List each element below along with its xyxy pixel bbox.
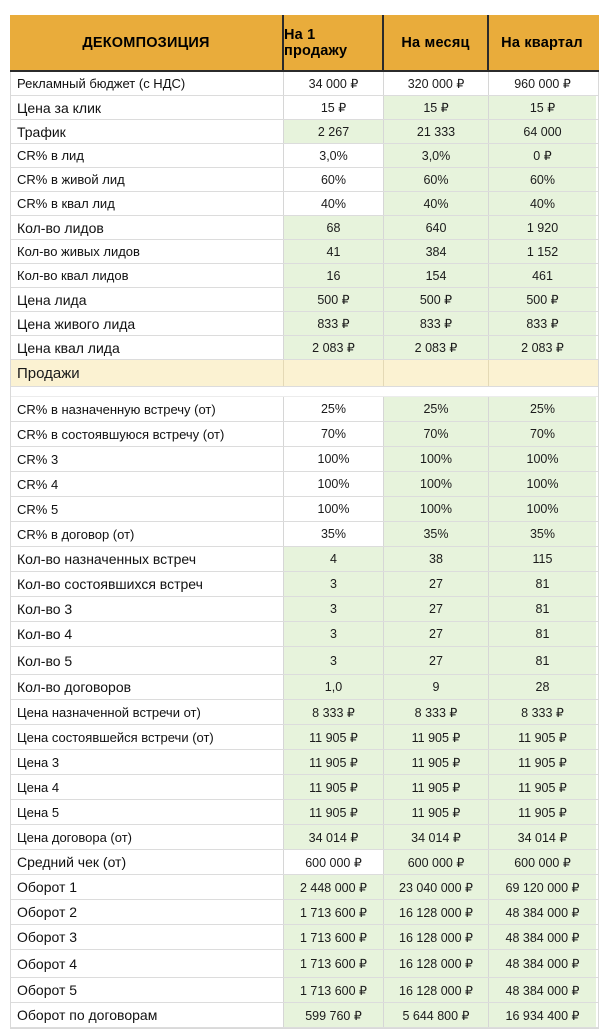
value-cell[interactable]: 833 ₽ — [488, 312, 596, 335]
table-row — [11, 572, 598, 597]
row-label-cell[interactable]: Оборот по договорам — [11, 1003, 283, 1027]
value-cell[interactable]: 1 713 600 ₽ — [283, 900, 383, 924]
row-label-cell[interactable]: CR% 5 — [11, 497, 283, 521]
value-cell[interactable]: 81 — [488, 647, 596, 674]
value-cell[interactable]: 1 713 600 ₽ — [283, 925, 383, 949]
value-cell[interactable]: 60% — [383, 168, 488, 191]
table-row — [11, 120, 598, 144]
value-cell[interactable]: 16 128 000 ₽ — [383, 900, 488, 924]
table-row — [11, 850, 598, 875]
value-cell[interactable]: 41 — [283, 240, 383, 263]
value-cell[interactable]: 1 713 600 ₽ — [283, 950, 383, 977]
value-cell[interactable]: 4 — [283, 547, 383, 571]
table-row — [11, 422, 598, 447]
value-cell[interactable]: 11 905 ₽ — [488, 750, 596, 774]
table-row — [11, 312, 598, 336]
value-cell[interactable]: 11 905 ₽ — [283, 750, 383, 774]
value-cell[interactable]: 100% — [383, 497, 488, 521]
value-cell[interactable]: 15 ₽ — [488, 96, 596, 119]
row-label-cell[interactable]: CR% в живой лид — [11, 168, 283, 191]
value-cell[interactable]: 0 ₽ — [488, 144, 596, 167]
value-cell[interactable]: 154 — [383, 264, 488, 287]
table-body — [11, 72, 598, 1028]
value-cell[interactable]: 35% — [383, 522, 488, 546]
row-label-cell[interactable]: Цена договора (от) — [11, 825, 283, 849]
table-row — [11, 547, 598, 572]
decomposition-table — [10, 15, 599, 1029]
value-cell[interactable]: 600 000 ₽ — [383, 850, 488, 874]
value-cell[interactable]: 38 — [383, 547, 488, 571]
column-header-per-quarter[interactable]: На квартал — [487, 15, 595, 70]
value-cell[interactable]: 28 — [488, 675, 596, 699]
value-cell[interactable]: 81 — [488, 572, 596, 596]
value-cell[interactable]: 15 ₽ — [283, 96, 383, 119]
value-cell[interactable]: 100% — [488, 497, 596, 521]
value-cell[interactable]: 640 — [383, 216, 488, 239]
row-label-cell[interactable]: Оборот 2 — [11, 900, 283, 924]
row-label-cell[interactable]: Цена состоявшейся встречи (от) — [11, 725, 283, 749]
value-cell[interactable]: 100% — [283, 447, 383, 471]
value-cell[interactable]: 64 000 — [488, 120, 596, 143]
value-cell[interactable]: 68 — [283, 216, 383, 239]
row-label-cell[interactable]: Цена живого лида — [11, 312, 283, 335]
value-cell[interactable]: 11 905 ₽ — [383, 800, 488, 824]
value-cell[interactable]: 833 ₽ — [383, 312, 488, 335]
table-row — [11, 240, 598, 264]
value-cell[interactable]: 34 014 ₽ — [488, 825, 596, 849]
row-label-cell[interactable]: Цена 4 — [11, 775, 283, 799]
value-cell[interactable]: 1 713 600 ₽ — [283, 978, 383, 1002]
value-cell[interactable]: 23 040 000 ₽ — [383, 875, 488, 899]
row-label-cell[interactable]: Кол-во назначенных встреч — [11, 547, 283, 571]
value-cell[interactable]: 500 ₽ — [488, 288, 596, 311]
table-row — [11, 497, 598, 522]
value-cell[interactable]: 60% — [488, 168, 596, 191]
value-cell[interactable]: 48 384 000 ₽ — [488, 950, 596, 977]
table-row — [11, 264, 598, 288]
value-cell[interactable]: 8 333 ₽ — [488, 700, 596, 724]
table-row — [11, 288, 598, 312]
value-cell[interactable]: 2 267 — [283, 120, 383, 143]
value-cell[interactable]: 115 — [488, 547, 596, 571]
table-row — [11, 925, 598, 950]
table-row — [11, 192, 598, 216]
row-label-cell[interactable]: Цена за клик — [11, 96, 283, 119]
value-cell[interactable]: 69 120 000 ₽ — [488, 875, 596, 899]
row-label-cell[interactable]: Кол-во договоров — [11, 675, 283, 699]
value-cell[interactable]: 81 — [488, 622, 596, 646]
value-cell[interactable]: 27 — [383, 622, 488, 646]
value-cell[interactable]: 60% — [283, 168, 383, 191]
value-cell[interactable]: 600 000 ₽ — [488, 850, 596, 874]
table-row — [11, 1003, 598, 1028]
value-cell[interactable]: 3 — [283, 622, 383, 646]
value-cell[interactable]: 2 448 000 ₽ — [283, 875, 383, 899]
row-label-cell[interactable]: Цена 3 — [11, 750, 283, 774]
row-label-cell[interactable]: Кол-во 5 — [11, 647, 283, 674]
value-cell[interactable]: 384 — [383, 240, 488, 263]
table-row — [11, 397, 598, 422]
row-label-cell[interactable]: Кол-во 4 — [11, 622, 283, 646]
table-row — [11, 900, 598, 925]
row-label-cell[interactable]: Цена квал лида — [11, 336, 283, 359]
table-row — [11, 472, 598, 497]
value-cell[interactable]: 1 920 — [488, 216, 596, 239]
value-cell[interactable]: 35% — [283, 522, 383, 546]
value-cell[interactable]: 81 — [488, 597, 596, 621]
value-cell[interactable]: 15 ₽ — [383, 96, 488, 119]
value-cell[interactable]: 1,0 — [283, 675, 383, 699]
value-cell[interactable]: 40% — [383, 192, 488, 215]
table-row — [11, 144, 598, 168]
value-cell[interactable]: 11 905 ₽ — [283, 775, 383, 799]
value-cell[interactable]: 21 333 — [383, 120, 488, 143]
value-cell[interactable]: 8 333 ₽ — [383, 700, 488, 724]
value-cell[interactable]: 3,0% — [383, 144, 488, 167]
value-cell[interactable]: 100% — [383, 472, 488, 496]
value-cell[interactable]: 16 — [283, 264, 383, 287]
value-cell[interactable]: 100% — [488, 447, 596, 471]
table-row — [11, 750, 598, 775]
table-row — [11, 875, 598, 900]
value-cell[interactable]: 70% — [488, 422, 596, 446]
table-row — [11, 978, 598, 1003]
row-label-cell[interactable]: Оборот 5 — [11, 978, 283, 1002]
column-header-decomposition[interactable]: ДЕКОМПОЗИЦИЯ — [82, 34, 210, 51]
row-label-cell[interactable]: Цена лида — [11, 288, 283, 311]
value-cell[interactable]: 100% — [283, 497, 383, 521]
value-cell[interactable]: 8 333 ₽ — [283, 700, 383, 724]
value-cell[interactable]: 833 ₽ — [283, 312, 383, 335]
section-label[interactable]: Продажи — [17, 364, 80, 382]
row-label-cell[interactable]: Кол-во лидов — [11, 216, 283, 239]
row-label-cell[interactable]: Рекламный бюджет (с НДС) — [11, 72, 283, 95]
value-cell[interactable]: 599 760 ₽ — [283, 1003, 383, 1027]
value-cell[interactable]: 34 014 ₽ — [283, 825, 383, 849]
value-cell[interactable]: 16 128 000 ₽ — [383, 978, 488, 1002]
table-row — [11, 700, 598, 725]
value-cell[interactable]: 34 014 ₽ — [383, 825, 488, 849]
value-cell[interactable]: 3,0% — [283, 144, 383, 167]
column-header-per-month[interactable]: На месяц — [382, 15, 487, 70]
value-cell[interactable]: 2 083 ₽ — [383, 336, 488, 359]
row-label-cell[interactable]: Кол-во 3 — [11, 597, 283, 621]
value-cell[interactable]: 100% — [383, 447, 488, 471]
value-cell[interactable]: 461 — [488, 264, 596, 287]
value-cell[interactable]: 48 384 000 ₽ — [488, 900, 596, 924]
table-row — [11, 675, 598, 700]
value-cell[interactable]: 2 083 ₽ — [283, 336, 383, 359]
value-cell[interactable]: 3 — [283, 597, 383, 621]
value-cell[interactable]: 27 — [383, 647, 488, 674]
value-cell[interactable]: 5 644 800 ₽ — [383, 1003, 488, 1027]
value-cell[interactable]: 100% — [283, 472, 383, 496]
value-cell[interactable]: 27 — [383, 597, 488, 621]
table-row — [11, 597, 598, 622]
table-row — [11, 647, 598, 675]
value-cell[interactable]: 11 905 ₽ — [283, 800, 383, 824]
row-label-cell[interactable]: CR% в договор (от) — [11, 522, 283, 546]
table-row — [11, 72, 598, 96]
table-row — [11, 725, 598, 750]
row-label-cell[interactable]: Трафик — [11, 120, 283, 143]
column-header-per-sale[interactable]: На 1 продажу — [282, 15, 382, 70]
table-row — [11, 447, 598, 472]
value-cell[interactable]: 11 905 ₽ — [283, 725, 383, 749]
value-cell[interactable]: 600 000 ₽ — [283, 850, 383, 874]
table-row — [11, 216, 598, 240]
value-cell[interactable]: 70% — [283, 422, 383, 446]
row-label-cell[interactable]: CR% в состоявшуюся встречу (от) — [11, 422, 283, 446]
section-row — [11, 360, 598, 387]
row-label-cell[interactable]: Оборот 1 — [11, 875, 283, 899]
value-cell[interactable] — [488, 360, 596, 386]
table-row — [11, 622, 598, 647]
table-row — [11, 168, 598, 192]
value-cell[interactable]: 48 384 000 ₽ — [488, 925, 596, 949]
value-cell[interactable]: 11 905 ₽ — [383, 750, 488, 774]
value-cell[interactable]: 11 905 ₽ — [488, 725, 596, 749]
value-cell[interactable]: 500 ₽ — [383, 288, 488, 311]
table-row — [11, 800, 598, 825]
row-label-cell[interactable]: Кол-во состоявшихся встреч — [11, 572, 283, 596]
row-label-cell[interactable]: CR% 3 — [11, 447, 283, 471]
value-cell[interactable]: 3 — [283, 572, 383, 596]
value-cell[interactable]: 35% — [488, 522, 596, 546]
value-cell[interactable]: 40% — [283, 192, 383, 215]
value-cell[interactable]: 320 000 ₽ — [383, 72, 488, 95]
value-cell[interactable]: 11 905 ₽ — [383, 725, 488, 749]
value-cell[interactable]: 11 905 ₽ — [488, 800, 596, 824]
table-row — [11, 825, 598, 850]
row-label-cell[interactable]: CR% в назначенную встречу (от) — [11, 397, 283, 421]
value-cell[interactable]: 25% — [383, 397, 488, 421]
row-label-cell[interactable]: Кол-во квал лидов — [11, 264, 283, 287]
row-label-cell[interactable]: Оборот 3 — [11, 925, 283, 949]
row-label-cell[interactable]: Оборот 4 — [11, 950, 283, 977]
row-label-cell[interactable]: CR% в квал лид — [11, 192, 283, 215]
value-cell[interactable]: 100% — [488, 472, 596, 496]
value-cell[interactable]: 11 905 ₽ — [383, 775, 488, 799]
value-cell[interactable]: 70% — [383, 422, 488, 446]
value-cell[interactable] — [383, 360, 488, 386]
value-cell[interactable]: 25% — [283, 397, 383, 421]
value-cell[interactable]: 34 000 ₽ — [283, 72, 383, 95]
value-cell[interactable]: 2 083 ₽ — [488, 336, 596, 359]
value-cell[interactable] — [283, 360, 383, 386]
row-label-cell[interactable]: Цена 5 — [11, 800, 283, 824]
value-cell[interactable]: 960 000 ₽ — [488, 72, 596, 95]
value-cell[interactable]: 16 128 000 ₽ — [383, 950, 488, 977]
table-row — [11, 775, 598, 800]
section-spacer — [11, 387, 598, 397]
value-cell[interactable]: 48 384 000 ₽ — [488, 978, 596, 1002]
value-cell[interactable]: 3 — [283, 647, 383, 674]
table-row — [11, 950, 598, 978]
value-cell[interactable]: 500 ₽ — [283, 288, 383, 311]
value-cell[interactable]: 9 — [383, 675, 488, 699]
value-cell[interactable]: 1 152 — [488, 240, 596, 263]
row-label-cell[interactable]: Кол-во живых лидов — [11, 240, 283, 263]
table-row — [11, 522, 598, 547]
value-cell[interactable]: 16 934 400 ₽ — [488, 1003, 596, 1027]
row-label-cell[interactable]: Средний чек (от) — [11, 850, 283, 874]
table-row — [11, 96, 598, 120]
value-cell[interactable]: 27 — [383, 572, 488, 596]
value-cell[interactable]: 40% — [488, 192, 596, 215]
value-cell[interactable]: 25% — [488, 397, 596, 421]
table-row — [11, 336, 598, 360]
value-cell[interactable]: 11 905 ₽ — [488, 775, 596, 799]
row-label-cell[interactable]: Цена назначенной встречи от) — [11, 700, 283, 724]
value-cell[interactable]: 16 128 000 ₽ — [383, 925, 488, 949]
table-header-row — [10, 15, 599, 72]
row-label-cell[interactable]: CR% в лид — [11, 144, 283, 167]
row-label-cell[interactable]: CR% 4 — [11, 472, 283, 496]
